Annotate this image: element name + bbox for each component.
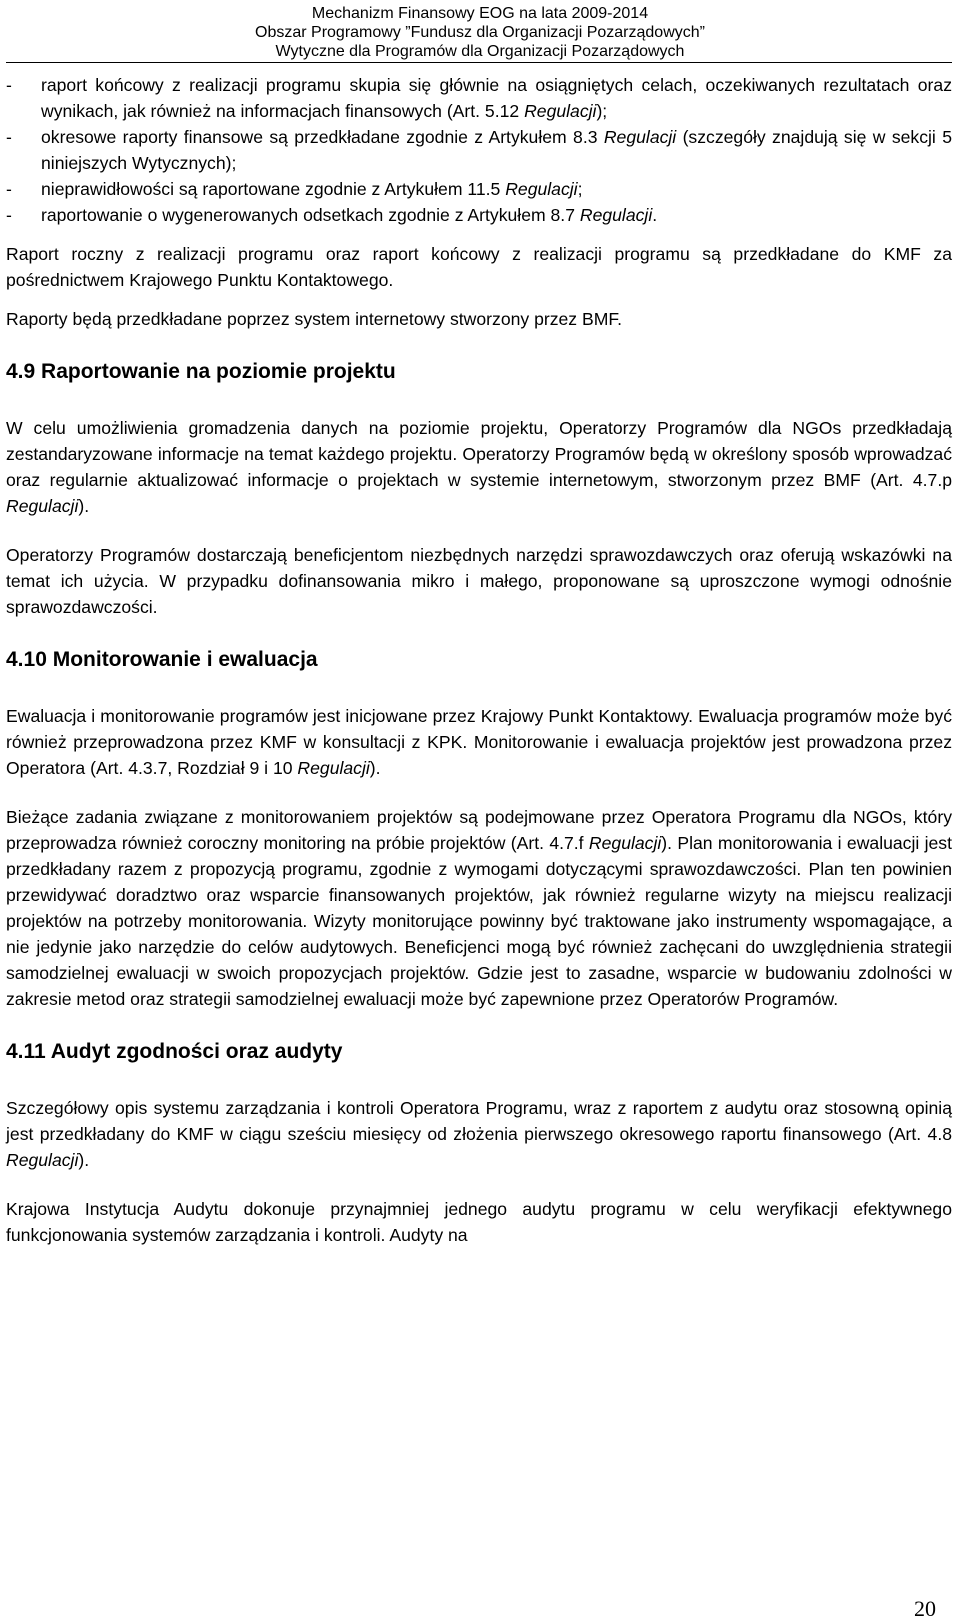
- paragraph-reporting-tools: Operatorzy Programów dostarczają beneficjentom niezbędnych narzędzi sprawozdawczych oraz oferują wskazówki na temat ich użycia. W przypadku dofinansowania mikro i małego, proponowane są uproszczone wymogi odnośnie sprawozdawczości.: [6, 545, 952, 617]
- section-heading-4-11: 4.11 Audyt zgodności oraz audyty: [6, 1040, 343, 1063]
- bullet-item-irregularities: [6, 176, 952, 202]
- paragraph-text: W celu umożliwienia gromadzenia danych na poziomie projektu, Operatorzy Programów dla NGOs przedkładają zestandaryzowane informacje na temat każdego projektu. Operatorzy Programów będą w określony sposób wprowadzać oraz regularnie aktualizować informacje o projektach w systemie internetowym, stworzonym przez BMF (Art. 4.7.p: [6, 418, 952, 490]
- regulation-reference: Regulacji: [6, 1150, 79, 1170]
- paragraph-reports-system: Raporty będą przedkładane poprzez system internetowy stworzony przez BMF.: [6, 309, 623, 329]
- regulation-reference: Regulacji: [6, 496, 79, 516]
- bullet-text: nieprawidłowości są raportowane zgodnie z Artykułem 11.5: [41, 179, 506, 199]
- paragraph-text: Ewaluacja i monitorowanie programów jest inicjowane przez Krajowy Punkt Kontaktowy. Ewaluacja programów może być również przeprowadzona przez KMF w konsultacji z KPK. Monitorowanie i ewaluacja projektów jest prowadzona przez Operatora (Art. 4.3.7, Rozdział 9 i 10: [6, 706, 952, 778]
- bullet-text-end: );: [596, 101, 608, 121]
- regulation-reference: Regulacji: [505, 179, 578, 199]
- regulation-reference: Regulacji: [588, 833, 662, 853]
- regulation-reference: Regulacji: [524, 101, 597, 121]
- document-body: [6, 72, 952, 1248]
- paragraph-text-end: ).: [78, 1150, 90, 1170]
- bullet-item-final-report: [6, 72, 952, 124]
- regulation-reference: Regulacji: [603, 127, 677, 147]
- section-heading-4-9: 4.9 Raportowanie na poziomie projektu: [6, 360, 396, 383]
- bullet-item-financial-reports: [6, 124, 952, 176]
- header-line-2: Obszar Programowy ”Fundusz dla Organizacji Pozarządowych”: [255, 24, 705, 41]
- bullet-dash: -: [6, 205, 12, 225]
- paragraph-text-end: ).: [78, 496, 90, 516]
- header-line-1: Mechanizm Finansowy EOG na lata 2009-2014: [311, 5, 649, 22]
- bullet-dash: -: [6, 127, 12, 147]
- bullet-text: raportowanie o wygenerowanych odsetkach zgodnie z Artykułem 8.7: [41, 205, 580, 225]
- section-heading-4-10: 4.10 Monitorowanie i ewaluacja: [6, 648, 318, 671]
- paragraph-project-level-reporting: [6, 415, 952, 519]
- paragraph-evaluation: [6, 703, 952, 781]
- paragraph-text: Szczegółowy opis systemu zarządzania i kontroli Operatora Programu, wraz z raportem z audytu oraz stosowną opinią jest przedkładany do KMF w ciągu sześciu miesięcy od złożenia pierwszego okresowego raportu finansowego (Art. 4.8: [6, 1098, 952, 1144]
- bullet-dash: -: [6, 75, 12, 95]
- regulation-reference: Regulacji: [297, 758, 370, 778]
- header-line-3: Wytyczne dla Programów dla Organizacji Pozarządowych: [275, 43, 685, 60]
- bullet-dash: -: [6, 179, 12, 199]
- paragraph-annual-report: Raport roczny z realizacji programu oraz raport końcowy z realizacji programu są przedkładane do KMF za pośrednictwem Krajowego Punktu Kontaktowego.: [6, 244, 952, 290]
- paragraph-text: Bieżące zadania związane z monitorowaniem projektów są podejmowane przez Operatora Programu dla NGOs, który przeprowadza również coroczny monitoring na próbie projektów (Art. 4.7.f: [6, 807, 952, 853]
- page-number: 20: [914, 1596, 936, 1621]
- bullet-text-end: .: [652, 205, 658, 225]
- paragraph-text-end: ).: [369, 758, 381, 778]
- paragraph-monitoring-tasks: [6, 804, 952, 1012]
- paragraph-audit-institution: Krajowa Instytucja Audytu dokonuje przynajmniej jednego audytu programu w celu weryfikacji efektywnego funkcjonowania systemów zarządzania i kontroli. Audyty na: [6, 1199, 952, 1245]
- paragraph-management-system: [6, 1095, 952, 1173]
- bullet-text-end: (szczegóły znajdują się w sekcji 5 niniejszych Wytycznych);: [41, 127, 952, 173]
- document-header: [0, 4, 960, 61]
- header-rule: [6, 62, 952, 63]
- bullet-text-end: ;: [577, 179, 583, 199]
- regulation-reference: Regulacji: [579, 205, 653, 225]
- bullet-item-interest: [6, 202, 952, 228]
- paragraph-text-end: ). Plan monitorowania i ewaluacji jest przedkładany razem z propozycją programu, zgodnie z wymogami dotyczącymi sprawozdawczości. Plan ten powinien przewidywać doradztwo oraz wsparcie finansowanych projektów, jak również regularne wizyty na miejscu realizacji projektów na potrzeby monitorowania. Wizyty monitorujące powinny być traktowane jako instrumenty wspomagające, a nie jedynie jako narzędzie do celów audytowych. Beneficjenci mogą być również zachęcani do uwzględnienia strategii samodzielnej ewaluacji w swoich propozycjach projektów. Gdzie jest to zasadne, wsparcie w budowaniu zdolności w zakresie metod oraz strategii samodzielnej ewaluacji może być zapewnione przez Operatorów Programów.: [6, 833, 952, 1009]
- bullet-text: raport końcowy z realizacji programu skupia się głównie na osiągniętych celach, oczekiwanych rezultatach oraz wynikach, jak również na informacjach finansowych (Art. 5.12: [41, 75, 952, 121]
- bullet-text: okresowe raporty finansowe są przedkładane zgodnie z Artykułem 8.3: [41, 127, 604, 147]
